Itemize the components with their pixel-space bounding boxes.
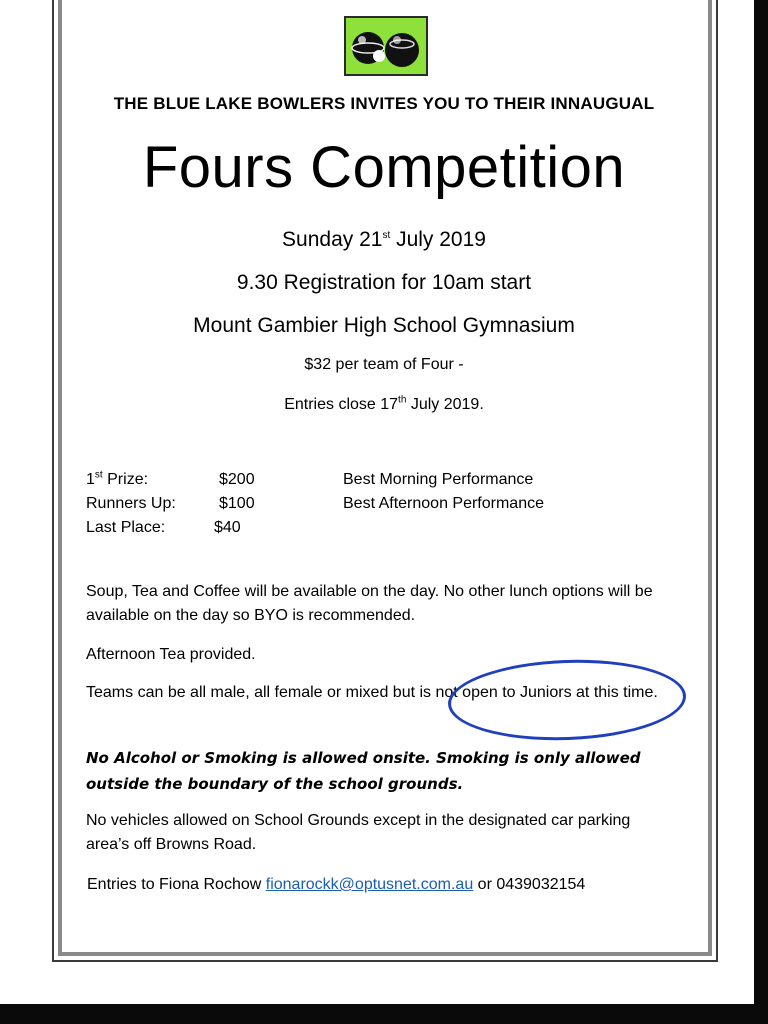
best-afternoon-label: Best Afternoon Performance: [343, 495, 544, 512]
invite-line: THE BLUE LAKE BOWLERS INVITES YOU TO THEIR INNAUGUAL: [113, 94, 655, 113]
alcohol-note: No Alcohol or Smoking is allowed onsite. Smoking is only allowed outside the boundary of the school grounds.: [86, 749, 641, 793]
entries-close: Entries close 17th July 2019.: [284, 394, 484, 413]
email-link[interactable]: fionarockk@optusnet.com.au: [265, 876, 474, 893]
bowling-balls-icon: [344, 16, 428, 76]
registration-time: 9.30 Registration for 10am start: [236, 271, 532, 294]
event-date: Sunday 21st July 2019: [282, 228, 486, 251]
food-note: Soup, Tea and Coffee will be available on the day. No other lunch options will be available on the day so BYO is recommended.: [86, 583, 653, 624]
last-place-amount: $40: [214, 519, 241, 536]
first-prize-label: 1st Prize:: [86, 469, 149, 488]
teams-note: Teams can be all male, all female or mixed but is not open to Juniors at this time.: [86, 684, 658, 701]
screen-bezel-bottom: [0, 1004, 768, 1024]
vehicles-note: No vehicles allowed on School Grounds except in the designated car parking area’s off Browns Road.: [86, 812, 631, 853]
first-prize-amount: $200: [219, 471, 255, 488]
venue: Mount Gambier High School Gymnasium: [193, 314, 575, 337]
runners-up-amount: $100: [219, 495, 255, 512]
entries-contact: Entries to Fiona Rochow fionarockk@optusnet.com.au or 0439032154: [87, 876, 586, 893]
page-title: Fours Competition: [142, 135, 626, 200]
last-place-label: Last Place:: [86, 519, 166, 536]
team-fee: $32 per team of Four -: [304, 356, 464, 373]
best-morning-label: Best Morning Performance: [343, 471, 534, 488]
runners-up-label: Runners Up:: [86, 495, 176, 512]
afternoon-tea-note: Afternoon Tea provided.: [86, 646, 256, 663]
